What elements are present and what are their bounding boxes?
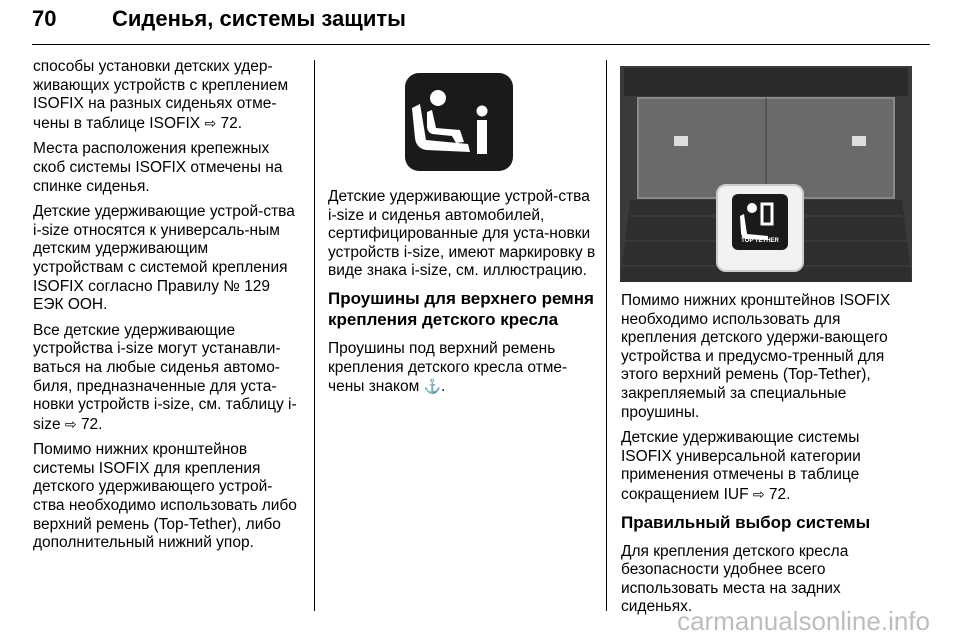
page-title: Сиденья, системы защиты [112,6,406,31]
page-header [32,6,930,46]
column-divider [314,60,315,611]
paragraph: способы установки детских удер-живающих устройств с креплением ISOFIX на разных сиденьях отме-чены в таблице ISOFIX ⇨ 72. [33,58,289,132]
top-tether-tag [716,184,804,272]
trunk-photo [620,66,912,282]
section-heading: Правильный выбор системы [621,512,871,532]
header-rule [32,44,930,45]
reference-arrow-icon: ⇨ [204,114,217,131]
top-tether-icon: ⚓ [423,378,441,395]
column-middle [328,188,596,404]
paragraph: Детские удерживающие системы ISOFIX универсальной категории применения отмечены в таблице сокращением IUF ⇨ 72. [621,429,861,503]
column-divider [606,60,607,611]
column-right [621,292,913,624]
page-number: 70 [32,6,57,31]
reference-arrow-icon: ⇨ [752,485,765,502]
paragraph: Проушины под верхний ремень крепления детского кресла отме-чены знаком ⚓. [328,339,568,396]
paragraph: Все детские удерживающие устройства i-size могут устанавли-ваться на любые сиденья автомо-биля, предназначенные для уста-новки устройств i-size, см. таблицу i-size ⇨ 72. [33,321,297,433]
paragraph: Детские удерживающие устрой-ства i-size относятся к универсаль-ным детским удерживающим устройствам с системой крепления ISOFIX согласно Правилу № 129 ЕЭК ООН. [33,203,295,314]
figure-caption: Детские удерживающие устрой-ства i-size и сиденья автомобилей, сертифицированные для уста-новки устройств i-size, имеют маркировку в виде знака i-size, см. иллюстрацию. [328,188,596,280]
watermark: carmanualsonline.info [677,606,930,636]
paragraph: Помимо нижних кронштейнов ISOFIX необходимо использовать для крепления детского удержи-вающего устройства и предусмо-тренный для этого верхний ремень (Top-Tether), закрепляемый за специальные проушины. [621,292,891,421]
paragraph: Для крепления детского кресла безопасности удобнее всего использовать места на задних сиденьях. [621,542,849,616]
paragraph: Места расположения крепежных скоб системы ISOFIX отмечены на спинке сиденья. [33,140,283,195]
column-left [33,58,301,560]
top-tether-icon [732,194,788,250]
paragraph: Помимо нижних кронштейнов системы ISOFIX для крепления детского удерживающего устрой-ства необходимо использовать либо верхний ремень (Top-Tether), либо дополнительный нижний упор. [33,441,297,552]
child-seat-icon [328,70,590,174]
reference-arrow-icon: ⇨ [64,415,77,432]
isize-symbol-figure [328,70,590,174]
section-heading: Проушины для верхнего ремня крепления детского кресла [328,288,594,329]
tag-label: TOP TETHER [741,238,779,244]
